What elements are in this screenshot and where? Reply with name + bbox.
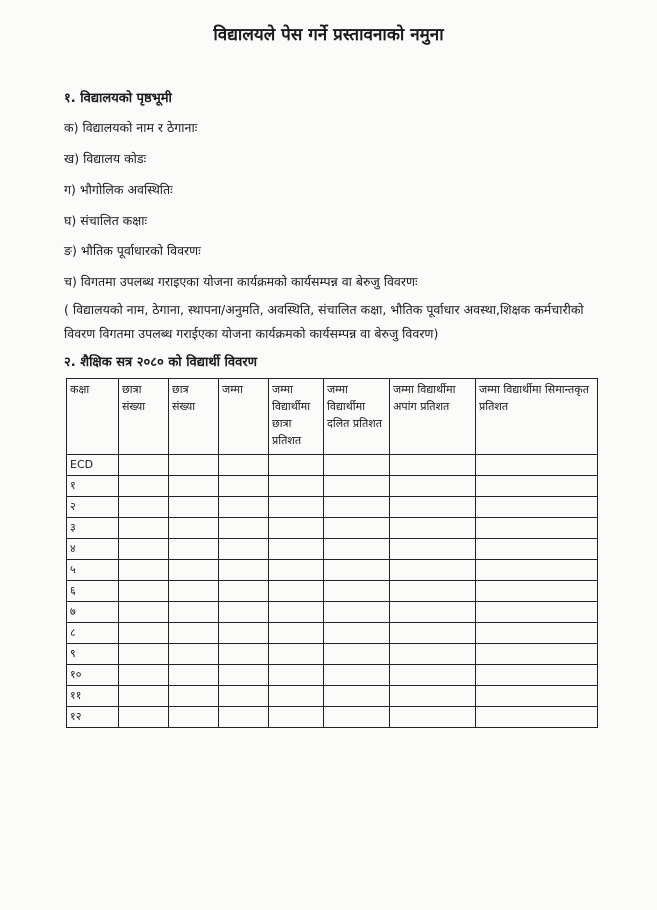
table-cell	[269, 476, 324, 497]
item-geographic-location: ग) भौगोलिक अवस्थितिः	[64, 182, 173, 197]
table-cell	[390, 560, 476, 581]
table-cell	[390, 581, 476, 602]
row-class-label: १	[67, 476, 119, 497]
table-cell	[169, 560, 219, 581]
col-header-disabled-percent: जम्मा विद्यार्थीमा अपांग प्रतिशत	[390, 379, 476, 455]
table-cell	[169, 644, 219, 665]
table-cell	[169, 623, 219, 644]
row-class-label: १२	[67, 707, 119, 728]
table-cell	[169, 497, 219, 518]
table-cell	[269, 497, 324, 518]
table-cell	[219, 707, 269, 728]
table-cell	[269, 602, 324, 623]
student-details-table	[66, 378, 598, 728]
table-cell	[219, 623, 269, 644]
table-cell	[219, 602, 269, 623]
table-cell	[119, 686, 169, 707]
table-cell	[324, 623, 390, 644]
table-cell	[476, 581, 598, 602]
table-row	[67, 707, 598, 728]
row-class-label: ११	[67, 686, 119, 707]
table-cell	[119, 539, 169, 560]
table-cell	[119, 707, 169, 728]
table-cell	[324, 497, 390, 518]
table-cell	[324, 665, 390, 686]
table-row	[67, 560, 598, 581]
table-cell	[169, 581, 219, 602]
table-cell	[476, 644, 598, 665]
table-cell	[324, 455, 390, 476]
table-cell	[269, 539, 324, 560]
page-title: विद्यालयले पेस गर्ने प्रस्तावनाको नमुना	[213, 25, 444, 45]
col-header-boys: छात्र संख्या	[169, 379, 219, 455]
table-row	[67, 665, 598, 686]
row-class-label: २	[67, 497, 119, 518]
table-cell	[324, 539, 390, 560]
table-cell	[169, 539, 219, 560]
table-row	[67, 497, 598, 518]
table-cell	[476, 707, 598, 728]
col-header-dalit-percent: जम्मा विद्यार्थीमा दलित प्रतिशत	[324, 379, 390, 455]
table-cell	[390, 476, 476, 497]
table-cell	[219, 518, 269, 539]
table-cell	[324, 476, 390, 497]
table-cell	[269, 623, 324, 644]
row-class-label: ३	[67, 518, 119, 539]
item-classes-run: घ) संचालित कक्षाः	[64, 213, 147, 228]
table-cell	[324, 560, 390, 581]
table-cell	[269, 665, 324, 686]
table-cell	[169, 665, 219, 686]
table-cell	[476, 497, 598, 518]
table-cell	[119, 602, 169, 623]
table-cell	[119, 560, 169, 581]
table-cell	[119, 665, 169, 686]
item-school-code: ख) विद्यालय कोडः	[64, 151, 147, 166]
table-cell	[324, 644, 390, 665]
table-cell	[219, 665, 269, 686]
table-cell	[219, 581, 269, 602]
col-header-total: जम्मा	[219, 379, 269, 455]
section-1-note: ( विद्यालयको नाम, ठेगाना, स्थापना/अनुमति, अवस्थिति, संचालित कक्षा, भौतिक पूर्वाधार अवस्था,शिक्षक कर्मचारीको विवरण विगतमा उपलब्ध गराईएका योजना कार्यक्रमको कार्यसम्पन्न वा बेरुजु विवरण)	[64, 302, 584, 341]
table-row	[67, 518, 598, 539]
table-row	[67, 455, 598, 476]
table-cell	[390, 539, 476, 560]
table-cell	[390, 623, 476, 644]
table-cell	[219, 686, 269, 707]
table-cell	[219, 476, 269, 497]
table-cell	[390, 455, 476, 476]
table-cell	[219, 455, 269, 476]
table-cell	[390, 602, 476, 623]
table-cell	[269, 707, 324, 728]
table-row	[67, 602, 598, 623]
table-cell	[476, 539, 598, 560]
table-row	[67, 581, 598, 602]
col-header-girls: छात्रा संख्या	[119, 379, 169, 455]
table-cell	[324, 518, 390, 539]
table-cell	[269, 644, 324, 665]
section-2-heading: २. शैक्षिक सत्र २०८० को विद्यार्थी विवरण	[64, 355, 258, 370]
table-cell	[169, 455, 219, 476]
row-class-label: १०	[67, 665, 119, 686]
row-class-label: ६	[67, 581, 119, 602]
table-cell	[324, 581, 390, 602]
table-cell	[324, 602, 390, 623]
table-row	[67, 623, 598, 644]
row-class-label: ७	[67, 602, 119, 623]
table-cell	[476, 665, 598, 686]
table-header-row	[67, 379, 598, 455]
table-cell	[476, 623, 598, 644]
table-cell	[219, 560, 269, 581]
table-cell	[169, 518, 219, 539]
table-cell	[324, 686, 390, 707]
table-cell	[169, 686, 219, 707]
table-cell	[119, 497, 169, 518]
table-cell	[390, 686, 476, 707]
table-cell	[476, 560, 598, 581]
table-cell	[269, 686, 324, 707]
table-cell	[119, 581, 169, 602]
table-cell	[476, 455, 598, 476]
table-cell	[390, 644, 476, 665]
table-cell	[390, 518, 476, 539]
row-class-label: ९	[67, 644, 119, 665]
table-cell	[119, 623, 169, 644]
table-cell	[390, 497, 476, 518]
table-cell	[169, 476, 219, 497]
table-cell	[269, 518, 324, 539]
col-header-girls-percent: जम्मा विद्यार्थीमा छात्रा प्रतिशत	[269, 379, 324, 455]
table-row	[67, 539, 598, 560]
table-cell	[219, 497, 269, 518]
table-cell	[269, 455, 324, 476]
table-cell	[219, 644, 269, 665]
table-cell	[476, 476, 598, 497]
row-class-label: ४	[67, 539, 119, 560]
table-row	[67, 686, 598, 707]
table-row	[67, 644, 598, 665]
table-cell	[476, 518, 598, 539]
row-class-label: ECD	[67, 455, 119, 476]
table-cell	[269, 581, 324, 602]
table-cell	[169, 602, 219, 623]
table-cell	[324, 707, 390, 728]
table-cell	[219, 539, 269, 560]
section-1-heading: १. विद्यालयको पृष्ठभूमी	[64, 91, 172, 106]
table-cell	[169, 707, 219, 728]
col-header-marginalized-percent: जम्मा विद्यार्थीमा सिमान्तकृत प्रतिशत	[476, 379, 598, 455]
table-cell	[119, 644, 169, 665]
item-past-programs: च) विगतमा उपलब्ध गराइएका योजना कार्यक्रमको कार्यसम्पन्न वा बेरुजु विवरणः	[64, 274, 418, 289]
table-cell	[119, 518, 169, 539]
row-class-label: ५	[67, 560, 119, 581]
table-cell	[119, 476, 169, 497]
item-school-name-address: क) विद्यालयको नाम र ठेगानाः	[64, 120, 198, 135]
table-cell	[390, 707, 476, 728]
table-cell	[476, 686, 598, 707]
row-class-label: ८	[67, 623, 119, 644]
table-cell	[269, 560, 324, 581]
item-physical-infrastructure: ङ) भौतिक पूर्वाधारको विवरणः	[64, 243, 201, 258]
table-cell	[390, 665, 476, 686]
table-cell	[119, 455, 169, 476]
table-cell	[476, 602, 598, 623]
table-row	[67, 476, 598, 497]
col-header-class: कक्षा	[67, 379, 119, 455]
